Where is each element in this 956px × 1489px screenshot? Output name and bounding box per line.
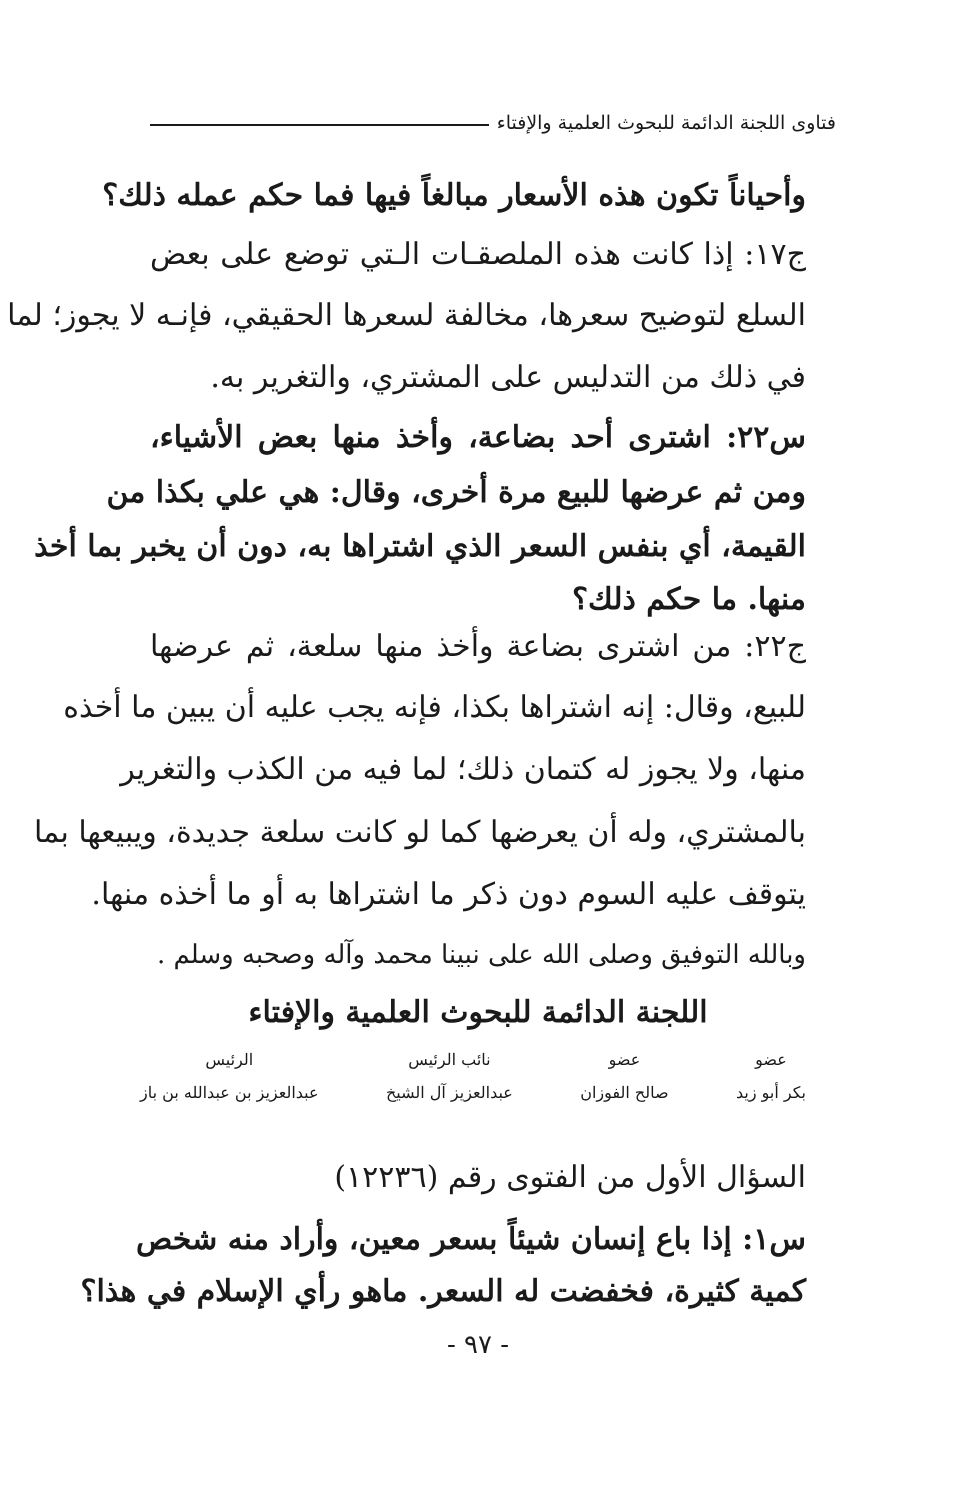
- question-22-line-4: منها. ما حكم ذلك؟: [572, 582, 806, 617]
- question-22-line-3: القيمة، أي بنفس السعر الذي اشتراها به، دون أن يخبر بما أخذ: [34, 529, 806, 564]
- answer-17-line-3: في ذلك من التدليس على المشتري، والتغرير به.: [210, 360, 806, 395]
- signatory-name: بكر أبو زيد: [735, 1083, 806, 1102]
- header-rule: [150, 124, 489, 126]
- signatory: [140, 1050, 319, 1102]
- signatory-role: عضو: [755, 1050, 787, 1069]
- answer-17-line-1: ج١٧: إذا كانت هذه الملصقـات الـتي توضع على بعض: [150, 237, 806, 272]
- answer-17-line-2: السلع لتوضيح سعرها، مخالفة لسعرها الحقيقي، فإنـه لا يجوز؛ لما: [7, 298, 806, 333]
- signatory-role: نائب الرئيس: [408, 1050, 491, 1069]
- signatory-role: عضو: [608, 1050, 641, 1069]
- question-22-line-2: ومن ثم عرضها للبيع مرة أخرى، وقال: هي علي بكذا من: [106, 475, 806, 510]
- question-1-line-1: س١: إذا باع إنسان شيئاً بسعر معين، وأراد منه شخص: [136, 1222, 806, 1257]
- committee-name: اللجنة الدائمة للبحوث العلمية والإفتاء: [248, 995, 708, 1030]
- page-number: - ٩٧ -: [446, 1330, 510, 1360]
- answer-22-line-5: يتوقف عليه السوم دون ذكر ما اشتراها به أو ما أخذه منها.: [91, 877, 806, 912]
- running-header-title: فتاوى اللجنة الدائمة للبحوث العلمية والإفتاء: [496, 112, 836, 134]
- answer-22-line-4: بالمشتري، وله أن يعرضها كما لو كانت سلعة جديدة، ويبيعها بما: [33, 815, 806, 850]
- question-1-line-2: كمية كثيرة، فخفضت له السعر. ماهو رأي الإسلام في هذا؟: [80, 1274, 806, 1309]
- answer-22-line-1: ج٢٢: من اشترى بضاعة وأخذ منها سلعة، ثم عرضها: [150, 629, 806, 664]
- question-22-line-1: س٢٢: اشترى أحد بضاعة، وأخذ منها بعض الأشياء،: [150, 420, 806, 455]
- signatures: [140, 1050, 806, 1102]
- signatory-name: صالح الفوزان: [580, 1083, 669, 1102]
- signatory: [580, 1050, 668, 1102]
- closing-prayer: وبالله التوفيق وصلى الله على نبينا محمد وآله وصحبه وسلم .: [156, 940, 806, 970]
- signatory: [736, 1050, 806, 1102]
- answer-22-line-2: للبيع، وقال: إنه اشتراها بكذا، فإنه يجب عليه أن يبين ما أخذه: [63, 690, 806, 725]
- signatory-name: عبدالعزيز بن عبدالله بن باز: [140, 1083, 319, 1102]
- question-continuation: وأحياناً تكون هذه الأسعار مبالغاً فيها فما حكم عمله ذلك؟: [102, 178, 806, 213]
- signatory-name: عبدالعزيز آل الشيخ: [385, 1083, 513, 1102]
- answer-22-line-3: منها، ولا يجوز له كتمان ذلك؛ لما فيه من الكذب والتغرير: [120, 752, 806, 787]
- signatory: [386, 1050, 513, 1102]
- running-header: [150, 112, 836, 134]
- signatory-role: الرئيس: [205, 1050, 254, 1069]
- fatwa-heading: السؤال الأول من الفتوى رقم (١٢٢٣٦): [334, 1160, 806, 1195]
